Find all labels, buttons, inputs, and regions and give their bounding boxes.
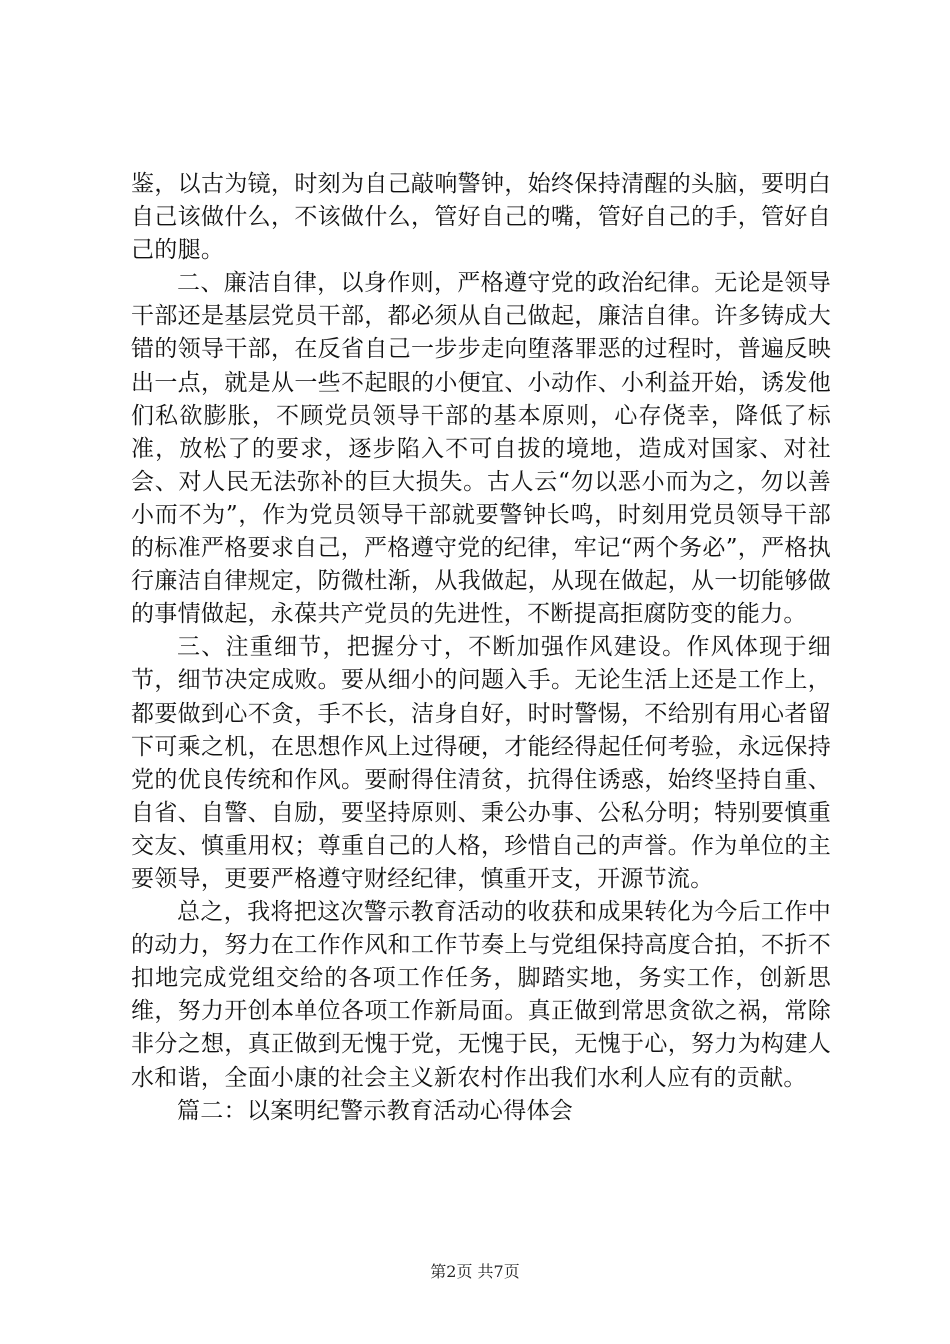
section-heading-part-two: 篇二：以案明纪警示教育活动心得体会 <box>177 1097 574 1124</box>
paragraph-conclusion: 总之，我将把这次警示教育活动的收获和成果转化为今后工作中的动力，努力在工作作风和工作节奏上与党组保持高度合拍，不折不扣地完成党组交给的各项工作任务，脚踏实地，务实工作，创新思维，努力开创本单位各项工作新局面。真正做到常思贪欲之祸，常除非分之想，真正做到无愧于党，无愧于民，无愧于心，努力为构建人水和谐，全面小康的社会主义新农村作出我们水利人应有的贡献。 <box>131 899 831 1091</box>
page-number-footer: 第2页 共7页 <box>430 1262 520 1281</box>
paragraph-section-two: 二、廉洁自律，以身作则，严格遵守党的政治纪律。无论是领导干部还是基层党员干部，都必须从自己做起，廉洁自律。许多铸成大错的领导干部，在反省自己一步步走向堕落罪恶的过程时，普遍反映出一点，就是从一些不起眼的小便宜、小动作、小利益开始，诱发他们私欲膨胀，不顾党员领导干部的基本原则，心存侥幸，降低了标准，放松了的要求，逐步陷入不可自拔的境地，造成对国家、对社会、对人民无法弥补的巨大损失。古人云“勿以恶小而为之，勿以善小而不为”，作为党员领导干部就要警钟长鸣，时刻用党员领导干部的标准严格要求自己，严格遵守党的纪律，牢记“两个务必”，严格执行廉洁自律规定，防微杜渐，从我做起，从现在做起，从一切能够做的事情做起，永葆共产党员的先进性，不断提高拒腐防变的能力。 <box>131 270 831 628</box>
paragraph-continuation: 鉴，以古为镜，时刻为自己敲响警钟，始终保持清醒的头脑，要明白自己该做什么，不该做什么，管好自己的嘴，管好自己的手，管好自己的腿。 <box>131 171 831 264</box>
paragraph-section-three: 三、注重细节，把握分寸，不断加强作风建设。作风体现于细节，细节决定成败。要从细小的问题入手。无论生活上还是工作上，都要做到心不贪，手不长，洁身自好，时时警惕，不给别有用心者留下可乘之机，在思想作风上过得硬，才能经得起任何考验，永远保持党的优良传统和作风。要耐得住清贫，抗得住诱惑，始终坚持自重、自省、自警、自励，要坚持原则、秉公办事、公私分明；特别要慎重交友、慎重用权；尊重自己的人格，珍惜自己的声誉。作为单位的主要领导，更要严格遵守财经纪律，慎重开支，开源节流。 <box>131 634 831 892</box>
document-body <box>131 168 831 1128</box>
